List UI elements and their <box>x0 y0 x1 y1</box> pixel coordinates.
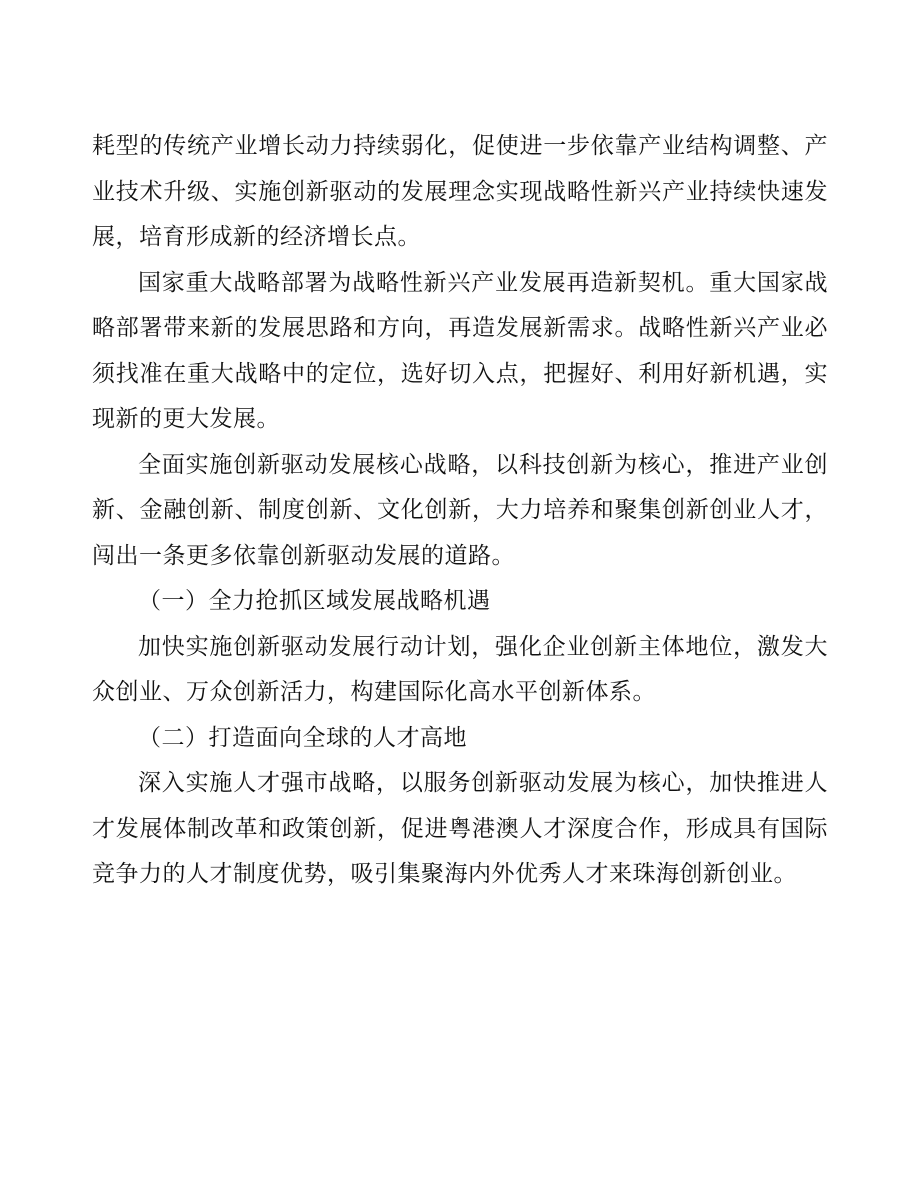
paragraph-national-strategy: 国家重大战略部署为战略性新兴产业发展再造新契机。重大国家战略部署带来新的发展思路和方向，再造发展新需求。战略性新兴产业必须找准在重大战略中的定位，选好切入点，把握好、利用好新机遇，实现新的更大发展。 <box>92 269 828 432</box>
section-heading-2: （二）打造面向全球的人才高地 <box>138 724 467 751</box>
section-body-2: 深入实施人才强市战略，以服务创新驱动发展为核心，加快推进人才发展体制改革和政策创新，促进粤港澳人才深度合作，形成具有国际竞争力的人才制度优势，吸引集聚海内外优秀人才来珠海创新创业。 <box>92 770 828 887</box>
section-heading-1: （一）全力抢抓区域发展战略机遇 <box>138 588 491 614</box>
paragraph-continuation: 耗型的传统产业增长动力持续弱化，促使进一步依靠产业结构调整、产业技术升级、实施创新驱动的发展理念实现战略性新兴产业持续快速发展，培育形成新的经济增长点。 <box>92 133 828 250</box>
document-body <box>92 124 828 898</box>
paragraph-innovation-strategy: 全面实施创新驱动发展核心战略，以科技创新为核心，推进产业创新、金融创新、制度创新、文化创新，大力培养和聚集创新创业人才，闯出一条更多依靠创新驱动发展的道路。 <box>92 451 828 569</box>
section-body-1: 加快实施创新驱动发展行动计划，强化企业创新主体地位，激发大众创业、万众创新活力，构建国际化高水平创新体系。 <box>92 633 828 705</box>
